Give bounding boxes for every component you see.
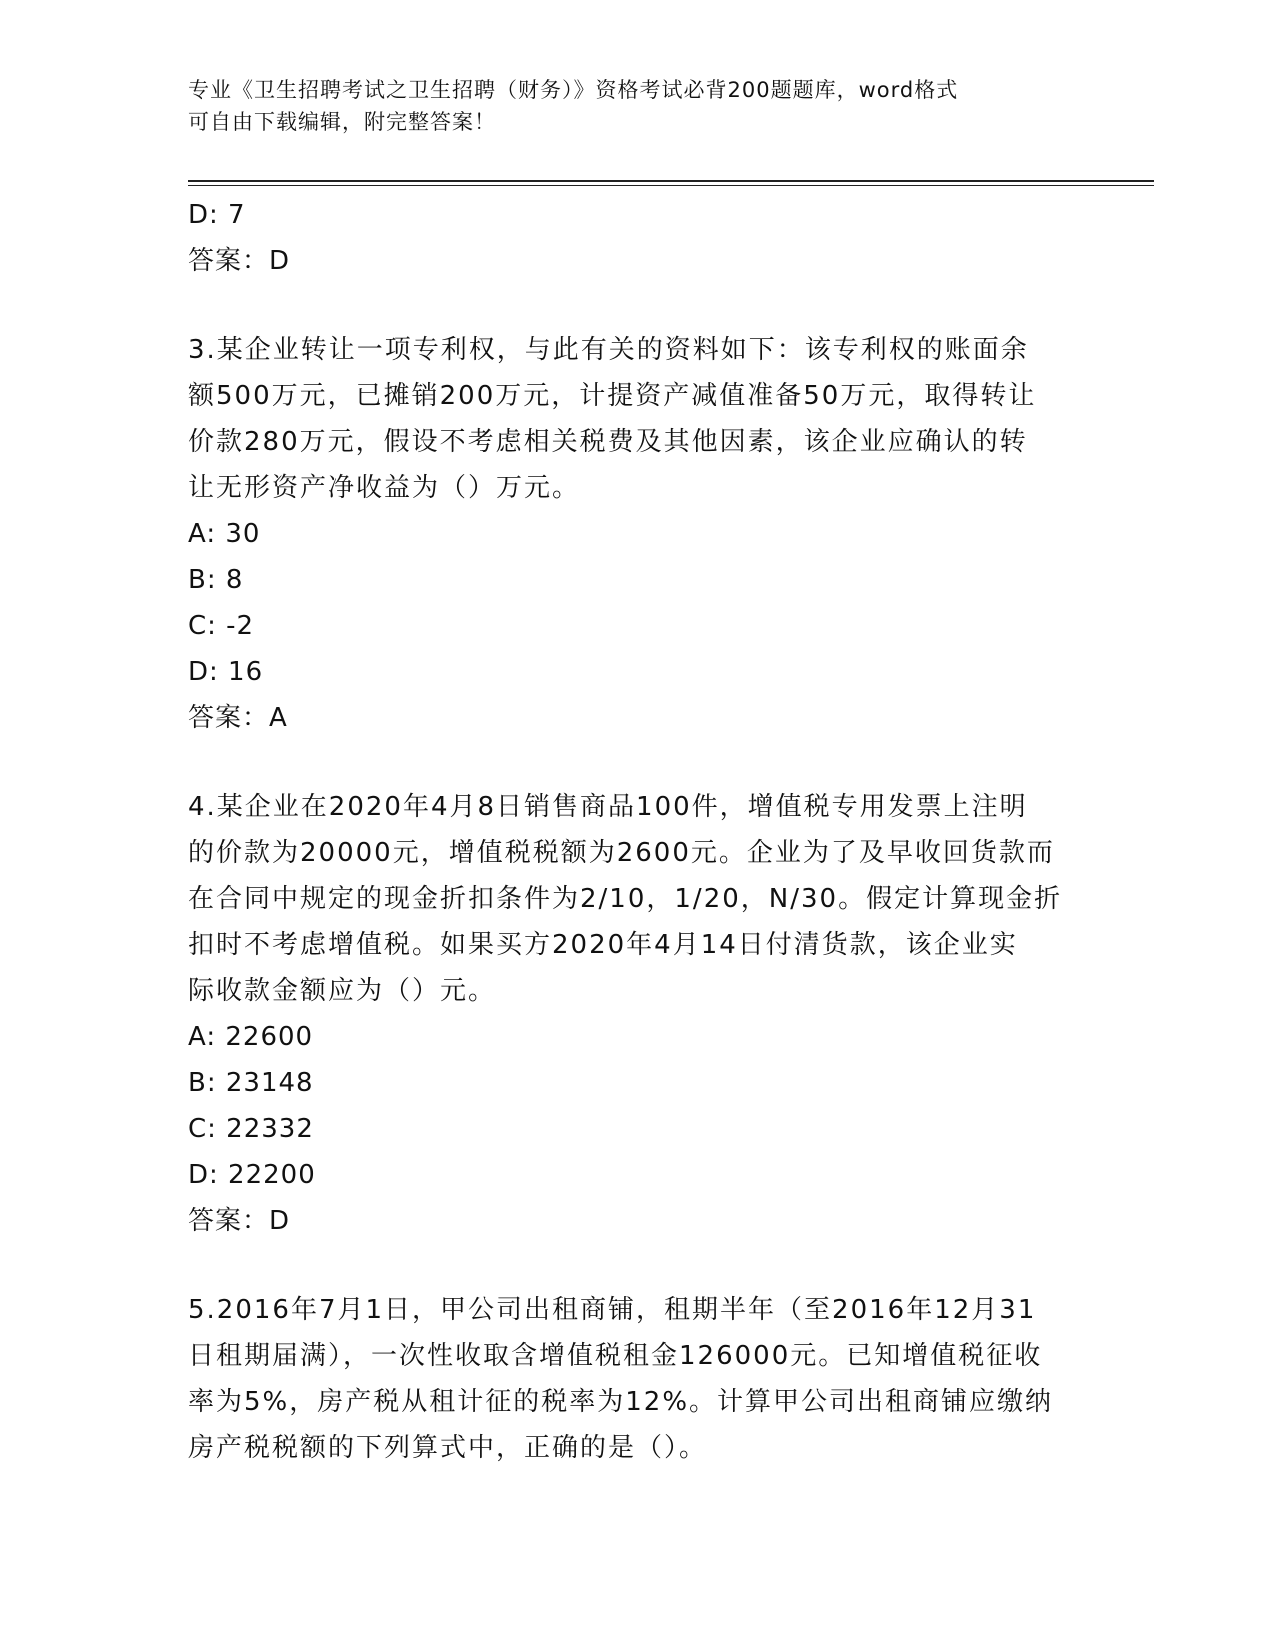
page-header xyxy=(188,74,1068,138)
option-d: D: 7 xyxy=(188,200,246,230)
answer-label: 答案：A xyxy=(188,703,288,733)
header-line-2: 可自由下载编辑，附完整答案！ xyxy=(188,110,496,134)
option-c: C: -2 xyxy=(188,611,255,641)
header-divider-thin xyxy=(188,185,1154,186)
question-text-line: 价款280万元，假设不考虑相关税费及其他因素，该企业应确认的转 xyxy=(188,427,1028,457)
question-text-line: 额500万元，已摊销200万元，计提资产减值准备50万元，取得转让 xyxy=(188,381,1037,411)
option-c: C: 22332 xyxy=(188,1114,314,1144)
option-a: A: 22600 xyxy=(188,1022,314,1052)
option-a: A: 30 xyxy=(188,519,261,549)
answer-label: 答案：D xyxy=(188,246,291,276)
header-line-1: 专业《卫生招聘考试之卫生招聘（财务）》资格考试必背200题题库，word格式 xyxy=(188,78,959,102)
question-text-line: 日租期届满），一次性收取含增值税租金126000元。已知增值税征收 xyxy=(188,1341,1043,1371)
option-d: D: 16 xyxy=(188,657,264,687)
question-text-line: 率为5%，房产税从租计征的税率为12%。计算甲公司出租商铺应缴纳 xyxy=(188,1387,1054,1417)
question-text-line: 3.某企业转让一项专利权，与此有关的资料如下：该专利权的账面余 xyxy=(188,335,1029,365)
question-list xyxy=(188,192,1068,1471)
question-4 xyxy=(188,784,1068,1244)
question-text-line: 让无形资产净收益为（）万元。 xyxy=(188,473,581,503)
question-3 xyxy=(188,327,1068,741)
question-text-line: 5.2016年7月1日，甲公司出租商铺，租期半年（至2016年12月31 xyxy=(188,1295,1037,1325)
question-text-line: 际收款金额应为（）元。 xyxy=(188,976,497,1006)
answer-label: 答案：D xyxy=(188,1206,291,1236)
question-text-line: 4.某企业在2020年4月8日销售商品100件，增值税专用发票上注明 xyxy=(188,792,1028,822)
question-text-line: 扣时不考虑增值税。如果买方2020年4月14日付清货款，该企业实 xyxy=(188,930,1018,960)
option-b: B: 23148 xyxy=(188,1068,314,1098)
question-text-line: 的价款为20000元，增值税税额为2600元。企业为了及早收回货款而 xyxy=(188,838,1055,868)
question-5 xyxy=(188,1287,1068,1471)
question-text-line: 房产税税额的下列算式中，正确的是（）。 xyxy=(188,1433,708,1463)
header-divider xyxy=(188,180,1154,182)
option-d: D: 22200 xyxy=(188,1160,316,1190)
option-b: B: 8 xyxy=(188,565,244,595)
question-text-line: 在合同中规定的现金折扣条件为2/10，1/20，N/30。假定计算现金折 xyxy=(188,884,1063,914)
